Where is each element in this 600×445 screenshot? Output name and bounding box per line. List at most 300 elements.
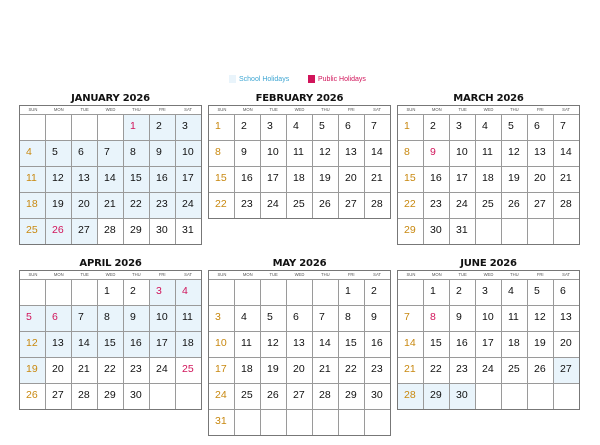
day-cell: 4 [175, 280, 201, 305]
day-cell: 24 [475, 358, 501, 383]
day-cell: 24 [215, 389, 227, 401]
weeks [20, 115, 201, 244]
empty-day-cell [286, 280, 312, 305]
day-cell: 21 [71, 358, 97, 383]
week-row [398, 280, 579, 305]
day-cell: 6 [338, 115, 364, 140]
day-cell: 18 [286, 167, 312, 192]
weekday-label: SAT [184, 107, 192, 112]
day-cell: 11 [20, 167, 45, 192]
weekday-label: FRI [347, 107, 355, 112]
weeks [398, 280, 579, 409]
day-cell: 17 [260, 167, 286, 192]
day-cell: 26 [501, 193, 527, 218]
day-cell: 13 [553, 306, 579, 331]
week-row [209, 357, 390, 383]
school-holidays-label: School Holidays [239, 76, 290, 83]
empty-day-cell [527, 219, 553, 244]
day-cell: 3 [149, 280, 175, 305]
day-cell: 27 [553, 358, 579, 383]
weekday-label: THU [321, 272, 330, 277]
empty-day-cell [364, 410, 390, 435]
day-cell: 3 [449, 115, 475, 140]
day-cell: 30 [449, 384, 475, 409]
day-cell: 12 [501, 141, 527, 166]
weekday-label: SAT [562, 107, 570, 112]
day-cell: 18 [175, 332, 201, 357]
month-grid [397, 270, 580, 410]
day-cell: 11 [501, 306, 527, 331]
empty-day-cell [71, 115, 97, 140]
day-cell: 24 [449, 193, 475, 218]
week-row [209, 192, 390, 218]
day-cell: 21 [312, 358, 338, 383]
empty-day-cell [553, 219, 579, 244]
weekday-label: TUE [458, 107, 467, 112]
school-holidays-swatch [229, 75, 236, 83]
week-row [398, 305, 579, 331]
day-cell: 5 [312, 115, 338, 140]
day-cell: 17 [215, 363, 227, 375]
day-cell: 17 [175, 167, 201, 192]
week-row [209, 409, 390, 435]
day-cell: 4 [234, 306, 260, 331]
empty-day-cell [475, 384, 501, 409]
day-cell: 12 [260, 332, 286, 357]
day-cell: 22 [123, 193, 149, 218]
day-cell: 9 [123, 306, 149, 331]
day-cell: 26 [45, 219, 71, 244]
day-cell: 8 [404, 146, 410, 158]
month-title: MAY 2026 [272, 258, 327, 269]
month-title: JUNE 2026 [460, 258, 517, 269]
month-grid [208, 105, 391, 219]
day-cell: 5 [260, 306, 286, 331]
day-cell: 31 [175, 219, 201, 244]
weeks [209, 280, 390, 435]
empty-day-cell [501, 219, 527, 244]
day-cell: 24 [175, 193, 201, 218]
day-cell: 1 [123, 115, 149, 140]
day-cell: 14 [312, 332, 338, 357]
empty-day-cell [312, 410, 338, 435]
weekday-label: WED [294, 107, 305, 112]
day-cell: 11 [234, 332, 260, 357]
day-cell: 26 [527, 358, 553, 383]
day-cell: 6 [45, 306, 71, 331]
weekday-label: TUE [269, 107, 278, 112]
day-cell: 28 [97, 219, 123, 244]
day-cell: 20 [553, 332, 579, 357]
empty-day-cell [209, 280, 234, 305]
day-cell: 19 [501, 167, 527, 192]
day-cell: 29 [404, 224, 416, 236]
public-holidays-label: Public Holidays [318, 76, 366, 83]
month-grid [208, 270, 391, 436]
day-cell: 31 [215, 415, 227, 427]
day-cell: 1 [423, 280, 449, 305]
empty-day-cell [45, 115, 71, 140]
day-cell: 6 [553, 280, 579, 305]
weekday-label: SUN [217, 107, 227, 112]
weekday-label: THU [510, 272, 519, 277]
week-row [398, 166, 579, 192]
weekday-label: SUN [28, 107, 38, 112]
day-cell: 25 [501, 358, 527, 383]
empty-day-cell [234, 410, 260, 435]
empty-day-cell [338, 410, 364, 435]
day-cell: 10 [260, 141, 286, 166]
weekday-label: THU [132, 272, 141, 277]
day-cell: 11 [475, 141, 501, 166]
weeks [20, 280, 201, 409]
day-cell: 28 [71, 384, 97, 409]
weekday-label: WED [483, 272, 494, 277]
day-cell: 18 [234, 358, 260, 383]
day-cell: 29 [97, 384, 123, 409]
day-cell: 10 [175, 141, 201, 166]
day-cell: 30 [149, 219, 175, 244]
day-cell: 19 [260, 358, 286, 383]
day-cell: 18 [501, 332, 527, 357]
empty-day-cell [398, 280, 423, 305]
day-cell: 8 [338, 306, 364, 331]
day-cell: 5 [20, 306, 45, 331]
day-cell: 13 [45, 332, 71, 357]
day-cell: 20 [71, 193, 97, 218]
day-cell: 26 [260, 384, 286, 409]
weekday-label: TUE [269, 272, 278, 277]
empty-day-cell [97, 115, 123, 140]
day-cell: 26 [26, 389, 38, 401]
day-cell: 28 [553, 193, 579, 218]
week-row [209, 305, 390, 331]
day-cell: 12 [527, 306, 553, 331]
month-may [208, 257, 391, 436]
weeks [398, 115, 579, 244]
day-cell: 16 [423, 167, 449, 192]
day-cell: 6 [71, 141, 97, 166]
day-cell: 30 [123, 384, 149, 409]
month-january [19, 92, 202, 245]
day-cell: 22 [338, 358, 364, 383]
month-title: MARCH 2026 [453, 93, 524, 104]
weekday-label: MON [431, 107, 442, 112]
day-cell: 23 [123, 358, 149, 383]
weekday-header [398, 106, 579, 115]
day-cell: 4 [475, 115, 501, 140]
day-cell: 25 [234, 384, 260, 409]
empty-day-cell [234, 280, 260, 305]
week-row [209, 166, 390, 192]
month-title: APRIL 2026 [79, 258, 142, 269]
day-cell: 14 [364, 141, 390, 166]
day-cell: 23 [364, 358, 390, 383]
day-cell: 24 [149, 358, 175, 383]
day-cell: 8 [123, 141, 149, 166]
day-cell: 22 [215, 198, 227, 210]
day-cell: 25 [475, 193, 501, 218]
day-cell: 23 [423, 193, 449, 218]
week-row [398, 357, 579, 383]
day-cell: 10 [215, 337, 227, 349]
day-cell: 23 [449, 358, 475, 383]
week-row [20, 305, 201, 331]
day-cell: 21 [97, 193, 123, 218]
day-cell: 2 [423, 115, 449, 140]
legend [0, 75, 600, 87]
day-cell: 21 [364, 167, 390, 192]
week-row [209, 383, 390, 409]
day-cell: 27 [338, 193, 364, 218]
day-cell: 3 [260, 115, 286, 140]
weekday-label: SUN [406, 272, 416, 277]
day-cell: 24 [260, 193, 286, 218]
weekday-label: WED [483, 107, 494, 112]
weekday-label: FRI [158, 272, 166, 277]
day-cell: 9 [364, 306, 390, 331]
day-cell: 9 [234, 141, 260, 166]
weekday-label: WED [105, 107, 116, 112]
day-cell: 5 [501, 115, 527, 140]
day-cell: 1 [404, 120, 410, 132]
weekday-label: SUN [217, 272, 227, 277]
empty-day-cell [45, 280, 71, 305]
day-cell: 30 [364, 384, 390, 409]
weekday-label: MON [242, 107, 253, 112]
day-cell: 12 [20, 332, 45, 357]
day-cell: 29 [123, 219, 149, 244]
day-cell: 19 [312, 167, 338, 192]
day-cell: 20 [338, 167, 364, 192]
month-grid [397, 105, 580, 245]
day-cell: 15 [215, 172, 227, 184]
day-cell: 19 [45, 193, 71, 218]
day-cell: 7 [312, 306, 338, 331]
day-cell: 15 [338, 332, 364, 357]
empty-day-cell [286, 410, 312, 435]
day-cell: 2 [449, 280, 475, 305]
day-cell: 15 [97, 332, 123, 357]
day-cell: 22 [423, 358, 449, 383]
week-row [209, 140, 390, 166]
day-cell: 9 [449, 306, 475, 331]
day-cell: 27 [286, 384, 312, 409]
day-cell: 4 [286, 115, 312, 140]
day-cell: 7 [553, 115, 579, 140]
week-row [209, 331, 390, 357]
month-march [397, 92, 580, 245]
day-cell: 15 [423, 332, 449, 357]
empty-day-cell [475, 219, 501, 244]
day-cell: 18 [475, 167, 501, 192]
weekday-label: FRI [536, 272, 544, 277]
day-cell: 2 [234, 115, 260, 140]
day-cell: 2 [364, 280, 390, 305]
day-cell: 3 [215, 311, 221, 323]
day-cell: 9 [423, 141, 449, 166]
week-row [20, 115, 201, 140]
week-row [398, 383, 579, 409]
month-february [208, 92, 391, 219]
day-cell: 26 [312, 193, 338, 218]
day-cell: 8 [97, 306, 123, 331]
day-cell: 13 [338, 141, 364, 166]
empty-day-cell [553, 384, 579, 409]
day-cell: 11 [175, 306, 201, 331]
weekday-label: MON [242, 272, 253, 277]
day-cell: 6 [286, 306, 312, 331]
day-cell: 22 [404, 198, 416, 210]
day-cell: 30 [423, 219, 449, 244]
day-cell: 14 [553, 141, 579, 166]
day-cell: 10 [475, 306, 501, 331]
week-row [20, 166, 201, 192]
day-cell: 20 [286, 358, 312, 383]
week-row [20, 331, 201, 357]
weekday-label: FRI [158, 107, 166, 112]
day-cell: 28 [398, 384, 423, 409]
day-cell: 28 [312, 384, 338, 409]
week-row [20, 218, 201, 244]
day-cell: 16 [234, 167, 260, 192]
weekday-header [209, 271, 390, 280]
week-row [209, 115, 390, 140]
week-row [398, 115, 579, 140]
day-cell: 14 [97, 167, 123, 192]
weekday-label: THU [321, 107, 330, 112]
day-cell: 7 [404, 311, 410, 323]
day-cell: 15 [404, 172, 416, 184]
day-cell: 19 [527, 332, 553, 357]
day-cell: 7 [364, 115, 390, 140]
day-cell: 15 [123, 167, 149, 192]
empty-day-cell [175, 384, 201, 409]
day-cell: 3 [475, 280, 501, 305]
public-holidays-legend [308, 75, 366, 85]
day-cell: 18 [20, 193, 45, 218]
weekday-label: SAT [184, 272, 192, 277]
day-cell: 17 [149, 332, 175, 357]
weekday-label: TUE [458, 272, 467, 277]
weeks [209, 115, 390, 218]
week-row [20, 192, 201, 218]
week-row [20, 357, 201, 383]
day-cell: 23 [149, 193, 175, 218]
empty-day-cell [501, 384, 527, 409]
weekday-label: MON [431, 272, 442, 277]
weekday-label: SAT [562, 272, 570, 277]
day-cell: 31 [449, 219, 475, 244]
weekday-label: SUN [406, 107, 416, 112]
month-grid [19, 270, 202, 410]
month-title: JANUARY 2026 [71, 93, 150, 104]
day-cell: 11 [286, 141, 312, 166]
empty-day-cell [260, 410, 286, 435]
empty-day-cell [20, 115, 45, 140]
week-row [20, 280, 201, 305]
day-cell: 1 [215, 120, 221, 132]
day-cell: 27 [45, 384, 71, 409]
day-cell: 8 [215, 146, 221, 158]
week-row [398, 331, 579, 357]
empty-day-cell [20, 280, 45, 305]
day-cell: 7 [71, 306, 97, 331]
day-cell: 25 [20, 219, 45, 244]
day-cell: 13 [527, 141, 553, 166]
day-cell: 10 [149, 306, 175, 331]
day-cell: 27 [71, 219, 97, 244]
day-cell: 5 [527, 280, 553, 305]
day-cell: 21 [404, 363, 416, 375]
empty-day-cell [260, 280, 286, 305]
day-cell: 2 [149, 115, 175, 140]
weekday-header [20, 271, 201, 280]
day-cell: 16 [449, 332, 475, 357]
day-cell: 1 [338, 280, 364, 305]
weekday-label: SUN [28, 272, 38, 277]
day-cell: 12 [45, 167, 71, 192]
month-april [19, 257, 202, 410]
day-cell: 20 [527, 167, 553, 192]
day-cell: 12 [312, 141, 338, 166]
day-cell: 14 [71, 332, 97, 357]
weekday-label: SAT [373, 107, 381, 112]
day-cell: 10 [449, 141, 475, 166]
weekday-label: FRI [347, 272, 355, 277]
day-cell: 4 [501, 280, 527, 305]
week-row [20, 383, 201, 409]
day-cell: 1 [97, 280, 123, 305]
weekday-label: MON [53, 272, 64, 277]
day-cell: 6 [527, 115, 553, 140]
school-holidays-legend [229, 75, 289, 85]
day-cell: 16 [123, 332, 149, 357]
weekday-label: WED [294, 272, 305, 277]
empty-day-cell [527, 384, 553, 409]
day-cell: 5 [45, 141, 71, 166]
day-cell: 19 [20, 358, 45, 383]
month-june [397, 257, 580, 410]
weekday-label: FRI [536, 107, 544, 112]
week-row [398, 192, 579, 218]
weekday-header [398, 271, 579, 280]
week-row [209, 280, 390, 305]
month-title: FEBRUARY 2026 [255, 93, 344, 104]
day-cell: 16 [364, 332, 390, 357]
weekday-header [20, 106, 201, 115]
weekday-label: TUE [80, 272, 89, 277]
day-cell: 17 [449, 167, 475, 192]
day-cell: 8 [423, 306, 449, 331]
day-cell: 25 [175, 358, 201, 383]
day-cell: 22 [97, 358, 123, 383]
public-holidays-swatch [308, 75, 315, 83]
weekday-label: THU [510, 107, 519, 112]
day-cell: 4 [20, 141, 45, 166]
weekday-label: THU [132, 107, 141, 112]
day-cell: 17 [475, 332, 501, 357]
weekday-label: MON [53, 107, 64, 112]
day-cell: 13 [71, 167, 97, 192]
weekday-label: SAT [373, 272, 381, 277]
week-row [398, 218, 579, 244]
day-cell: 29 [338, 384, 364, 409]
day-cell: 7 [97, 141, 123, 166]
month-grid [19, 105, 202, 245]
day-cell: 23 [234, 193, 260, 218]
weekday-header [209, 106, 390, 115]
